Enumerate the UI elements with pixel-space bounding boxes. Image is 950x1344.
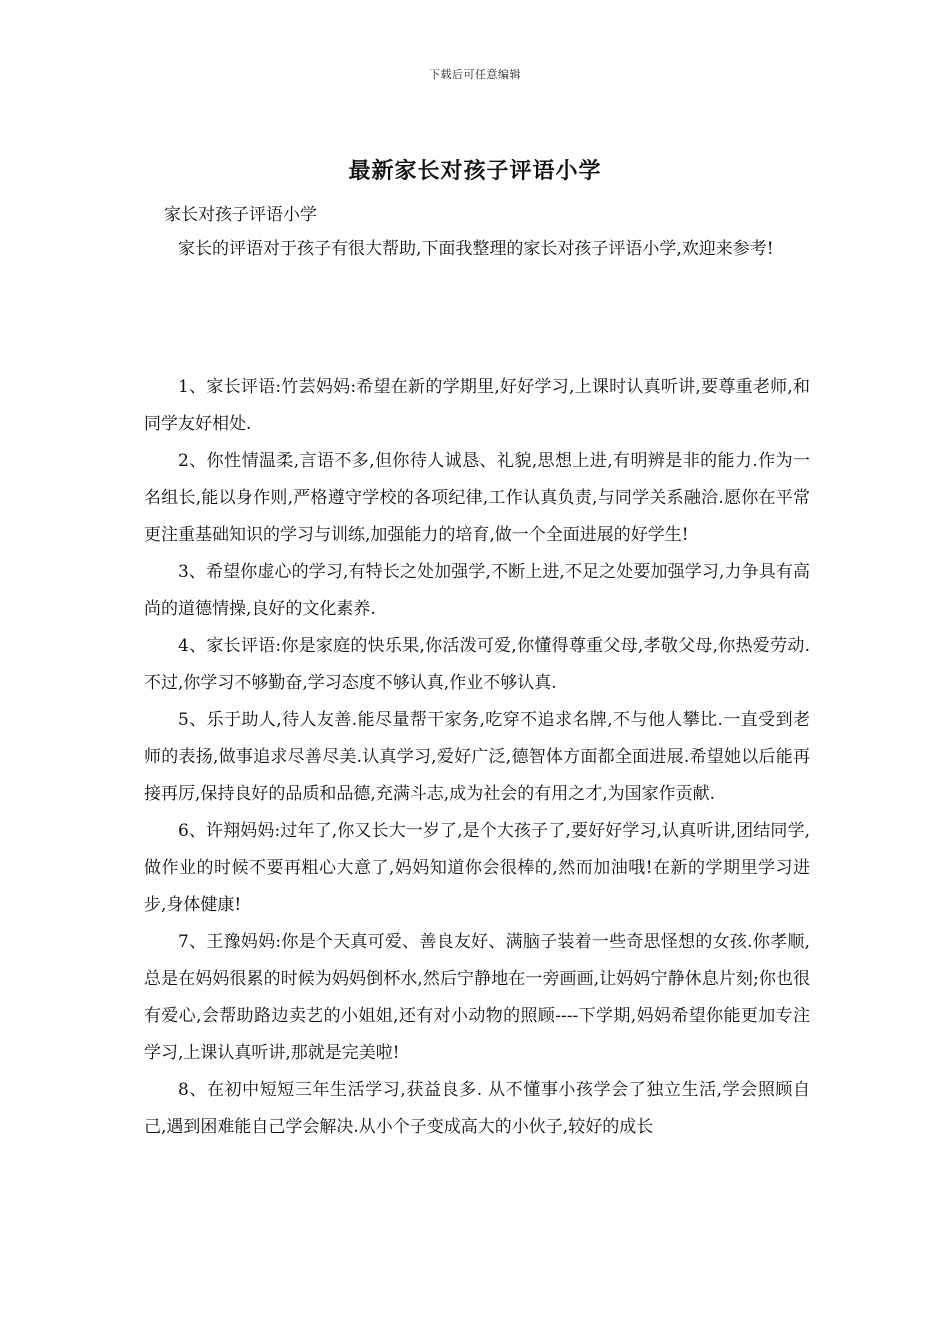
comment-paragraph: 3、希望你虚心的学习,有特长之处加强学,不断上进,不足之处要加强学习,力争具有高尚的道德情操,良好的文化素养. [144,562,810,619]
comment-paragraph: 2、你性情温柔,言语不多,但你待人诚恳、礼貌,思想上进,有明辨是非的能力.作为一名组长,能以身作则,严格遵守学校的各项纪律,工作认真负责,与同学关系融洽.愿你在平常更注重基础知识的学习与训练,加强能力的培育,做一个全面进展的好学生! [144,451,810,545]
intro-block [144,231,810,268]
page-header: 下载后可任意编辑 [429,68,521,81]
intro-paragraph: 家长的评语对于孩子有很大帮助,下面我整理的家长对孩子评语小学,欢迎来参考! [178,239,774,259]
document-title: 最新家长对孩子评语小学 [348,158,602,184]
comment-paragraph: 7、王豫妈妈:你是个天真可爱、善良友好、满脑子装着一些奇思怪想的女孩.你孝顺,总是在妈妈很累的时候为妈妈倒杯水,然后宁静地在一旁画画,让妈妈宁静休息片刻;你也很有爱心,会帮助路边卖艺的小姐姐,还有对小动物的照顾----下学期,妈妈希望你能更加专注学习,上课认真听讲,那就是完美啦! [144,932,810,1063]
comment-paragraph: 6、许翔妈妈:过年了,你又长大一岁了,是个大孩子了,要好好学习,认真听讲,团结同学,做作业的时候不要再粗心大意了,妈妈知道你会很棒的,然而加油哦!在新的学期里学习进步,身体健康! [144,821,810,915]
comment-paragraph: 4、家长评语:你是家庭的快乐果,你活泼可爱,你懂得尊重父母,孝敬父母,你热爱劳动.不过,你学习不够勤奋,学习态度不够认真,作业不够认真. [144,636,810,693]
comment-paragraph: 5、乐于助人,待人友善.能尽量帮干家务,吃穿不追求名牌,不与他人攀比.一直受到老师的表扬,做事追求尽善尽美.认真学习,爱好广泛,德智体方面都全面进展.希望她以后能再接再厉,保持良好的品质和品德,充满斗志,成为社会的有用之才,为国家作贡献. [144,710,810,804]
comments-list [144,369,810,1146]
comment-paragraph: 8、在初中短短三年生活学习,获益良多. 从不懂事小孩学会了独立生活,学会照顾自己,遇到困难能自己学会解决.从小个子变成高大的小伙子,较好的成长 [144,1080,810,1137]
comment-paragraph: 1、家长评语:竹芸妈妈:希望在新的学期里,好好学习,上课时认真听讲,要尊重老师,和同学友好相处. [144,377,810,434]
document-subtitle: 家长对孩子评语小学 [164,205,317,225]
